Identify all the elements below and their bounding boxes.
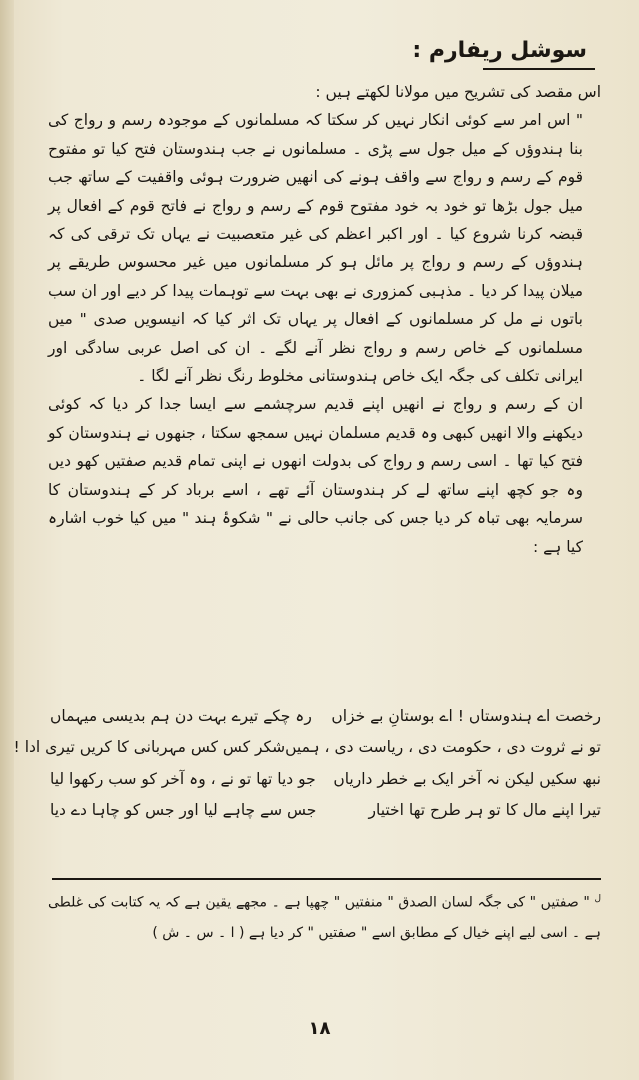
paragraph-1: " اس امر سے کوئی انکار نہیں کر سکتا کہ مسلمانوں کے موجودہ رسم و رواج کی بنا ہندوؤں کے میل جول سے پڑی ۔ مسلمانوں نے جب ہندوستان فتح کیا تو مفتوح قوم کے رسم و رواج سے واقف ہونے کی انھیں ضرورت ہوئی واقفیت کے ساتھ جب میل جول بڑھا تو خود بہ خود مفتوح قوم کے رسم و رواج نے فاتح قوم کے افعال پر قبضہ کرنا شروع کیا ۔ اور اکبر اعظم کی غیر متعصبیت نے یہاں تک ترقی کی کہ ہندوؤں کے رسم و رواج پر مائل ہو کر مسلمانوں میں غیر محسوس طریقے پر میلان پیدا کر دیا ۔ مذہبی کمزوری نے بھی بہت سے توہمات پیدا کر دیے اور ان سب باتوں نے مل کر مسلمانوں کے افعال پر یہاں تک اثر کیا کہ انیسویں صدی " میں مسلمانوں کے خاص رسم و رواج نظر آنے لگے ۔ ان کی اصل عربی سادگی اور ایرانی تکلف کی جگہ ایک خاص ہندوستانی مخلوط رنگ نظر آنے لگا ۔ bbox=[48, 111, 583, 386]
footnote bbox=[48, 884, 601, 948]
poem bbox=[13, 700, 601, 826]
poem-hemistich-left: جو دیا تھا تو نے ، وہ آخر کو سب رکھوا لیا bbox=[50, 769, 316, 788]
page-spine-shadow bbox=[0, 0, 14, 1080]
poem-couplet bbox=[13, 732, 601, 764]
poem-hemistich-left: رہ چکے تیرے بہت دن ہم بدیسی میہماں bbox=[50, 706, 312, 725]
footnote-marker: ل bbox=[594, 894, 601, 904]
intro-line: اس مقصد کی تشریح میں مولانا لکھتے ہیں : bbox=[315, 83, 601, 101]
poem-hemistich-right: تیرا اپنے مال کا تو ہر طرح تھا اختیار bbox=[368, 801, 601, 820]
heading-underline bbox=[483, 68, 595, 70]
poem-hemistich-left: شکر کس کس مہربانی کا کریں تیری ادا ! bbox=[13, 738, 286, 757]
footnote-text: " صفتیں " کی جگہ لسان الصدق " منفتیں " چھپا ہے ۔ مجھے یقین ہے کہ یہ کتابت کی غلطی ہے ۔ اسی لیے اپنے خیال کے مطابق اسے " صفتیں " کر دیا ہے ( ا ۔ س ۔ ش ) bbox=[48, 894, 601, 941]
page-number: ١٨ bbox=[308, 1018, 331, 1039]
poem-hemistich-right: نبھ سکیں لیکن نہ آخر ایک بے خطر داریاں bbox=[333, 769, 601, 788]
section-heading: سوشل ریفارم : bbox=[412, 38, 587, 63]
poem-hemistich-left: جس سے چاہے لیا اور جس کو چاہا دے دیا bbox=[50, 801, 317, 820]
poem-hemistich-right: تو نے ثروت دی ، حکومت دی ، ریاست دی ، ہمیں bbox=[285, 738, 601, 757]
poem-hemistich-right: رخصت اے ہندوستاں ! اے بوستانِ بے خزاں bbox=[331, 706, 601, 725]
body-text bbox=[48, 78, 601, 561]
poem-couplet bbox=[50, 795, 601, 827]
footnote-divider bbox=[52, 878, 601, 880]
poem-couplet bbox=[50, 700, 601, 732]
poem-couplet bbox=[50, 763, 601, 795]
paragraph-2: ان کے رسم و رواج نے انھیں اپنے قدیم سرچشمے سے ایسا جدا کر دیا کہ کوئی دیکھنے والا انھیں کبھی وہ قدیم مسلمان نہیں سمجھ سکتا ، جنھوں نے ہندوستان کو فتح کیا تھا ۔ اسی رسم و رواج کی بدولت انھوں نے اپنی تمام قدیم صفتیں کھو دیں وہ جو کچھ اپنے ساتھ لے کر ہندوستان آئے تھے ، اسے برباد کر کے ہندوستان کا سرمایہ بھی تباہ کر دیا جس کی جانب حالی نے " شکوۂ ہند " میں کیا خوب اشارہ کیا ہے : bbox=[48, 395, 583, 556]
